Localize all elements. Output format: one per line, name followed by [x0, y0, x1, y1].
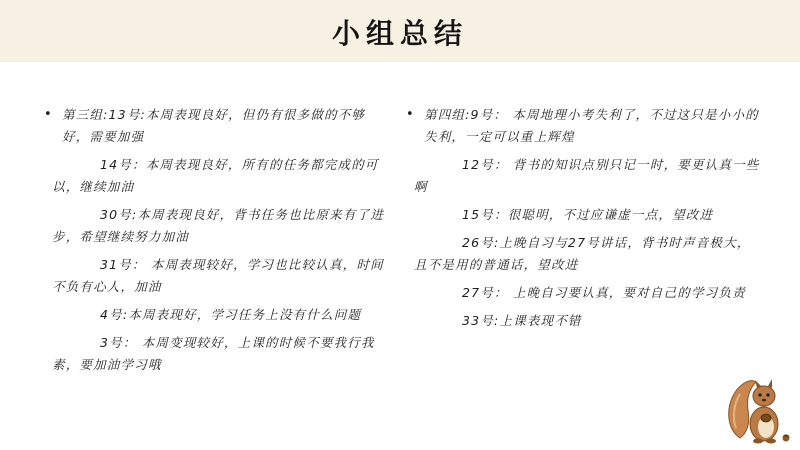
student-comment: 12号： 背书的知识点别只记一时，要更认真一些啊 — [414, 157, 760, 194]
bullet-icon: • — [406, 107, 415, 122]
right-summary-column — [406, 104, 761, 338]
student-comment: 15号：很聪明，不过应谦虚一点，望改进 — [462, 207, 714, 222]
left-summary-column — [44, 104, 389, 382]
student-comment: 27号： 上晚自习要认真，要对自己的学习负责 — [462, 285, 746, 300]
student-comment: 3号： 本周变现较好，上课的时候不要我行我素，要加油学习哦 — [52, 335, 375, 372]
entry-text: 第四组:9号： 本周地理小考失利了，不过这只是小小的失利，一定可以重上辉煌 — [424, 107, 759, 144]
student-comment: 30号:本周表现良好，背书任务也比原来有了进步，希望继续努力加油 — [52, 207, 385, 244]
group-four-summary — [406, 104, 761, 148]
squirrel-icon — [726, 372, 796, 446]
student-comment: 31号： 本周表现较好，学习也比较认真，时间不负有心人，加油 — [52, 257, 384, 294]
entry-text: 第三组:13号:本周表现良好，但仍有很多做的不够好，需要加强 — [62, 107, 366, 144]
slide-title: 小组总结 — [331, 17, 468, 50]
student-comment: 14号：本周表现良好，所有的任务都完成的可以，继续加油 — [52, 157, 379, 194]
bullet-icon: • — [44, 107, 53, 122]
student-comment: 4号:本周表现好，学习任务上没有什么问题 — [100, 307, 362, 322]
group-three-summary — [44, 104, 389, 148]
student-comment: 26号:上晚自习与27号讲话，背书时声音极大，且不是用的普通话，望改进 — [414, 235, 751, 272]
student-comment: 33号:上课表现不错 — [462, 313, 582, 328]
